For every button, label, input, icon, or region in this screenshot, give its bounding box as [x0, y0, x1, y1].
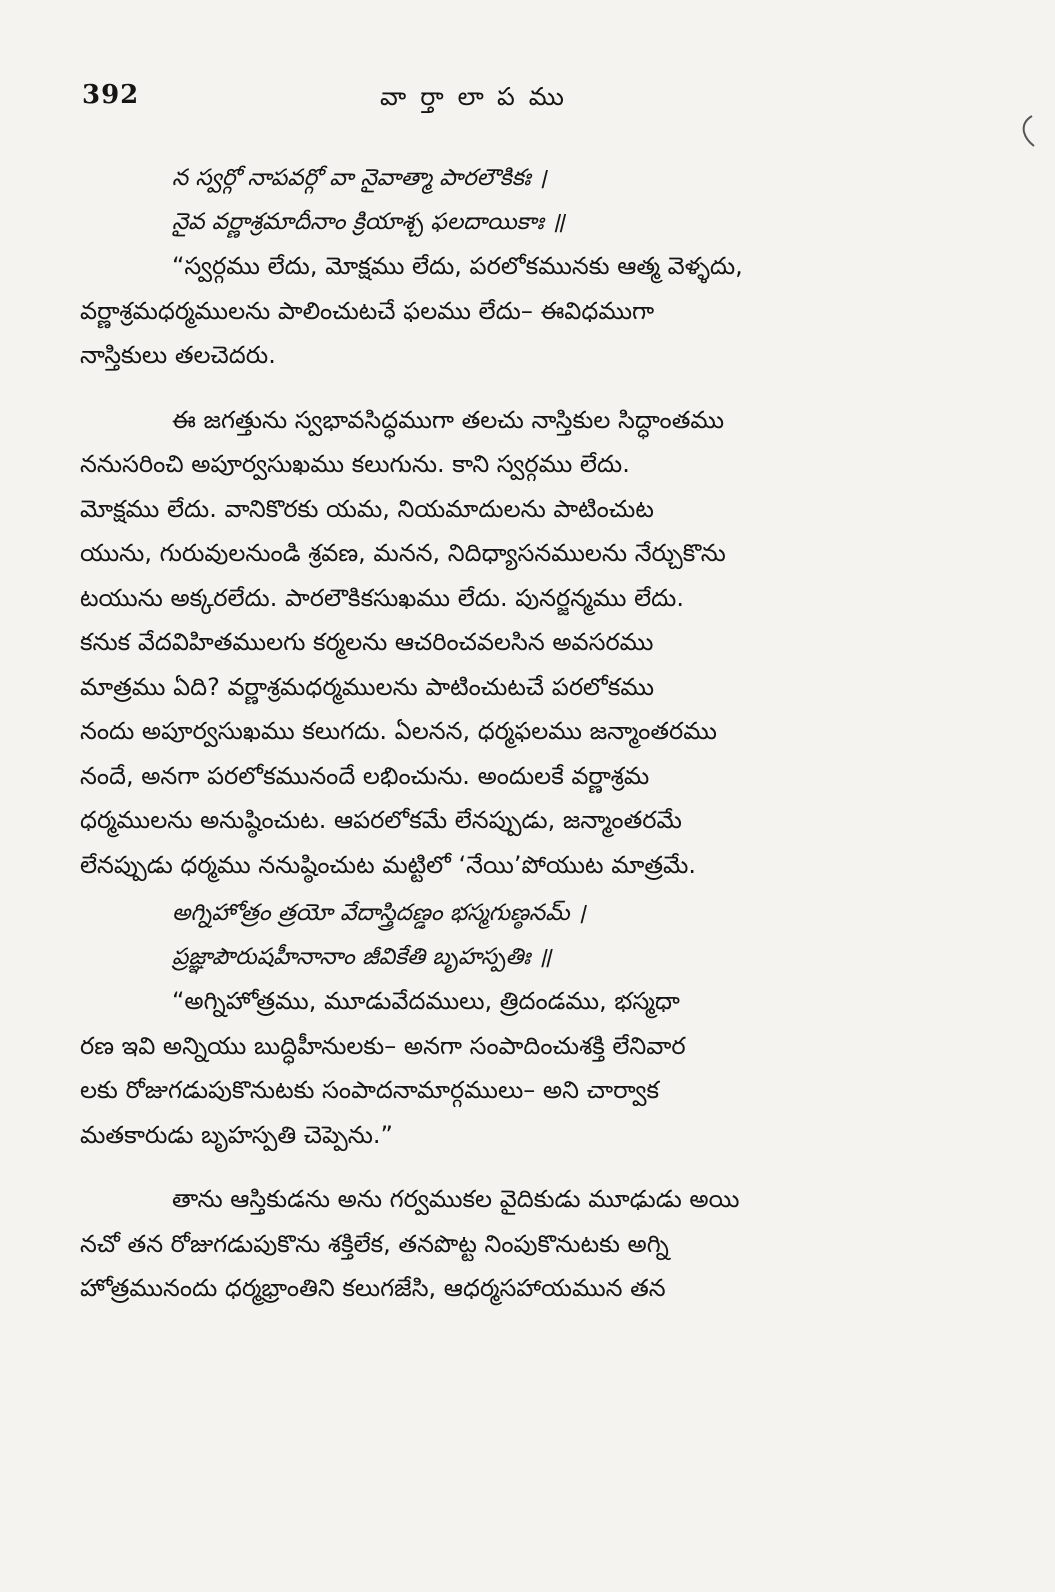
page-number: 392: [82, 80, 140, 110]
page-body: [80, 156, 940, 1311]
text-line: తాను ఆస్తికుడను అను గర్వముకల వైదికుడు మూఢుడు అయి: [172, 1185, 740, 1213]
text-line: లకు రోజుగడుపుకొనుటకు సంపాదనామార్గములు– అని చార్వాక: [80, 1076, 660, 1104]
text-line: మాత్రము ఏది? వర్ణాశ్రమధర్మములను పాటించుటచే పరలోకము: [80, 672, 655, 701]
paragraph-vaidika: [80, 1177, 940, 1311]
text-line: ననుసరించి అపూర్వసుఖము కలుగును. కాని స్వర్గము లేదు.: [80, 450, 630, 478]
text-line: లేనప్పుడు ధర్మము ననుష్ఠించుట మట్టిలో ‘నేయి’పోయుట మాత్రమే.: [80, 850, 697, 879]
text-line: నందే, అనగా పరలోకమునందే లభించును. అందులకే వర్ణాశ్రమ: [80, 761, 650, 790]
text-line: “స్వర్గము లేదు, మోక్షము లేదు, పరలోకమునకు ఆత్మ వెళ్ళదు,: [172, 252, 743, 280]
text-line: నందు అపూర్వసుఖము కలుగదు. ఏలనన, ధర్మఫలము జన్మాంతరము: [80, 717, 717, 745]
sanskrit-verse-1: [80, 156, 940, 244]
sanskrit-verse-2: [80, 891, 940, 979]
verse-line: అగ్నిహోత్రం త్రయో వేదాస్త్రిదణ్డం భస్మగుణ్ఠనమ్ ।: [172, 900, 586, 926]
verse-line: న స్వర్గో నాపవర్గో వా నైవాత్మా పారలౌకికః ।: [172, 165, 547, 191]
text-line: నచో తన రోజుగడుపుకొను శక్తిలేక, తనపొట్ట నింపుకొనుటకు అగ్ని: [80, 1229, 669, 1258]
paragraph-verse1-meaning: [80, 244, 940, 378]
text-line: మతకారుడు బృహస్పతి చెప్పెను.”: [80, 1120, 393, 1149]
verse-line: ప్రజ్ఞాపౌరుషహీనానాం జీవికేతి బృహస్పతిః ॥: [172, 944, 552, 970]
text-line: ధర్మములను అనుష్ఠించుట. ఆపరలోకమే లేనప్పుడు, జన్మాంతరమే: [80, 806, 682, 834]
text-line: మోక్షము లేదు. వానికొరకు యమ, నియమాదులను పాటించుట: [80, 494, 654, 523]
verse-line: నైవ వర్ణాశ్రమాదీనాం క్రియాశ్చ ఫలదాయికాః ॥: [172, 209, 565, 235]
text-line: యును, గురువులనుండి శ్రవణ, మనన, నిదిధ్యాసనములను నేర్చుకొను: [80, 539, 726, 567]
text-line: నాస్తికులు తలచెదరు.: [80, 341, 276, 369]
text-line: “అగ్నిహోత్రము, మూడువేదములు, త్రిదండము, భస్మధా: [172, 987, 680, 1015]
text-line: ఈ జగత్తును స్వభావసిద్ధముగా తలచు నాస్తికుల సిద్ధాంతము: [172, 405, 725, 434]
page-header: [0, 80, 1055, 120]
text-line: హోత్రమునందు ధర్మభ్రాంతిని కలుగజేసి, ఆధర్మసహాయమున తన: [80, 1274, 666, 1302]
text-line: టయును అక్కరలేదు. పారలౌకికసుఖము లేదు. పునర్జన్మము లేదు.: [80, 583, 684, 612]
text-line: రణ ఇవి అన్నియు బుద్ధిహీనులకు– అనగా సంపాదించుశక్తి లేనివార: [80, 1031, 686, 1060]
paragraph-nastika-doctrine: [80, 398, 940, 888]
running-title: వార్తాలాపము: [380, 82, 578, 111]
text-line: వర్ణాశ్రమధర్మములను పాలించుటచే ఫలము లేదు– ఈవిధముగా: [80, 296, 655, 325]
text-line: కనుక వేదవిహితములగు కర్మలను ఆచరించవలసిన అవసరము: [80, 628, 654, 656]
paragraph-verse2-meaning: [80, 979, 940, 1157]
margin-mark-icon: [1018, 112, 1036, 150]
